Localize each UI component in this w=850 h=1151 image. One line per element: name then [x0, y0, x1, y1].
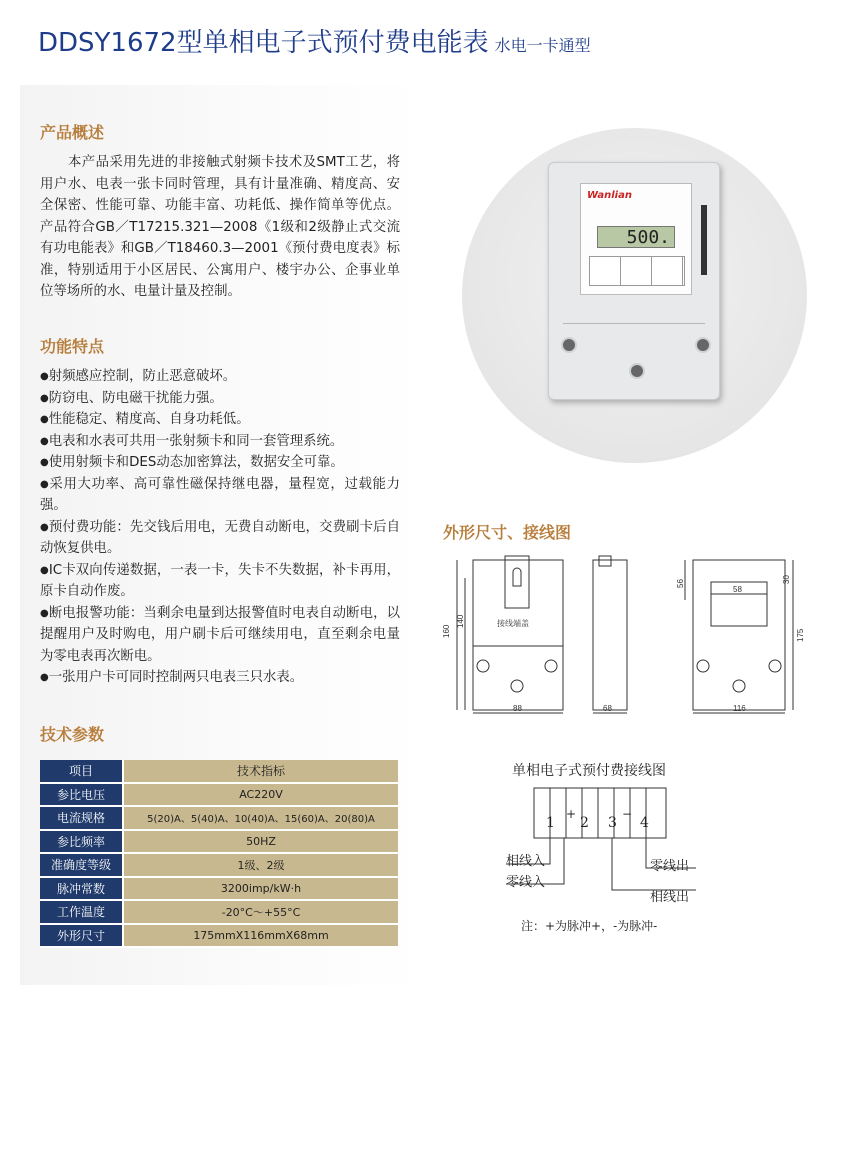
terminal-2: 2 [580, 815, 589, 831]
terminal-3: 3 [608, 815, 617, 831]
back-dim-window: 58 [733, 585, 742, 594]
spec-row [40, 900, 398, 924]
card-slot-icon [701, 205, 707, 275]
spec-row [40, 806, 398, 830]
spec-key: 外形尺寸 [40, 924, 123, 948]
front-dim-height: 160 [442, 624, 451, 638]
dimensions-heading: 外形尺寸、接线图 [443, 523, 572, 542]
feature-item: ● 电表和水表可共用一张射频卡和同一套管理系统。 [40, 431, 400, 453]
phase-in-label: 相线入 [506, 854, 546, 869]
feature-list [40, 366, 400, 689]
phase-out-label: 相线出 [650, 890, 690, 905]
screw-icon [629, 363, 645, 379]
spec-table [40, 760, 398, 948]
spec-header-value: 技术指标 [123, 760, 398, 783]
spec-key: 参比电压 [40, 783, 123, 807]
screw-icon [695, 337, 711, 353]
back-dim-width: 116 [733, 704, 746, 713]
neutral-in-label: 零线入 [506, 875, 546, 890]
neutral-out-label: 零线出 [650, 859, 690, 874]
spec-key: 准确度等级 [40, 853, 123, 877]
front-labels [442, 614, 529, 713]
side-dim-depth: 68 [603, 704, 612, 713]
meter-nameplate-grid [589, 256, 685, 286]
feature-item: ● IC卡双向传递数据，一表一卡，失卡不失数据，补卡再用，原卡自动作废。 [40, 560, 400, 603]
meter-lcd-display: 500. [597, 226, 675, 248]
feature-item: ● 射频感应控制，防止恶意破坏。 [40, 366, 400, 388]
meter-terminal-cover [563, 323, 705, 390]
feature-item: ● 防窃电、防电磁干扰能力强。 [40, 388, 400, 410]
spec-value: 5(20)A、5(40)A、10(40)A、15(60)A、20(80)A [123, 806, 398, 830]
overview-heading: 产品概述 [40, 123, 105, 142]
spec-value: AC220V [123, 783, 398, 807]
spec-value: 50HZ [123, 830, 398, 854]
spec-value: -20°C～+55°C [123, 900, 398, 924]
model-subtitle: 水电一卡通型 [494, 36, 591, 55]
back-dim-height: 175 [796, 628, 805, 642]
spec-header-row [40, 760, 398, 783]
spec-row [40, 877, 398, 901]
spec-key: 参比频率 [40, 830, 123, 854]
meter-faceplate [580, 183, 692, 295]
feature-item: ● 性能稳定、精度高、自身功耗低。 [40, 409, 400, 431]
front-cover-label: 接线端盖 [497, 619, 529, 628]
spec-row [40, 783, 398, 807]
spec-key: 脉冲常数 [40, 877, 123, 901]
spec-key: 工作温度 [40, 900, 123, 924]
meter-brand-logo: Wanlian [587, 190, 632, 201]
wiring-note: 注：+为脉冲+，-为脉冲- [521, 919, 658, 933]
back-dim-top: 56 [676, 579, 685, 588]
screw-icon [561, 337, 577, 353]
feature-item: ● 断电报警功能：当剩余电量到达报警值时电表自动断电，以提醒用户及时购电，用户刷卡后可继续用电，直至剩余电量为零电表再次断电。 [40, 603, 400, 668]
feature-item: ● 使用射频卡和DES动态加密算法，数据安全可靠。 [40, 452, 400, 474]
spec-row [40, 830, 398, 854]
terminal-4: 4 [640, 815, 649, 831]
specs-heading: 技术参数 [40, 725, 105, 744]
side-view [593, 556, 627, 713]
page-title [38, 22, 591, 59]
feature-item: ● 预付费功能：先交钱后用电，无费自动断电，交费刷卡后自动恢复供电。 [40, 517, 400, 560]
spec-header-item: 项目 [40, 760, 123, 783]
dimension-drawings [443, 548, 843, 718]
back-dim-side: 30 [782, 575, 791, 584]
spec-value: 1级、2级 [123, 853, 398, 877]
spec-row [40, 924, 398, 948]
pulse-minus-sign: − [622, 807, 633, 821]
spec-key: 电流规格 [40, 806, 123, 830]
model-title: DDSY1672型单相电子式预付费电能表 [38, 28, 489, 58]
pulse-plus-sign: + [566, 807, 577, 821]
front-dim-inner: 140 [456, 614, 465, 628]
spec-value: 175mmX116mmX68mm [123, 924, 398, 948]
features-heading: 功能特点 [40, 337, 105, 356]
back-view [685, 560, 793, 713]
wiring-title: 单相电子式预付费接线图 [512, 763, 666, 779]
spec-row [40, 853, 398, 877]
feature-item: ● 采用大功率、高可靠性磁保持继电器，量程宽，过载能力强。 [40, 474, 400, 517]
spec-value: 3200imp/kW·h [123, 877, 398, 901]
meter-photo [548, 162, 720, 400]
overview-text: 本产品采用先进的非接触式射频卡技术及SMT工艺，将用户水、电表一张卡同时管理，具有计量准确、精度高、安全保密、性能可靠、功能丰富、功耗低、操作简单等优点。产品符合GB／T17215.321—2008《1级和2级静止式交流有功电能表》和GB／T18460.3—2001《预付费电度表》标准，特别适用于小区居民、公寓用户、楼宇办公、企事业单位等场所的水、电量计量及控制。 [40, 155, 400, 299]
front-dim-width: 88 [513, 704, 522, 713]
feature-item: ● 一张用户卡可同时控制两只电表三只水表。 [40, 667, 400, 689]
front-view [457, 556, 563, 713]
terminal-1: 1 [546, 815, 555, 831]
